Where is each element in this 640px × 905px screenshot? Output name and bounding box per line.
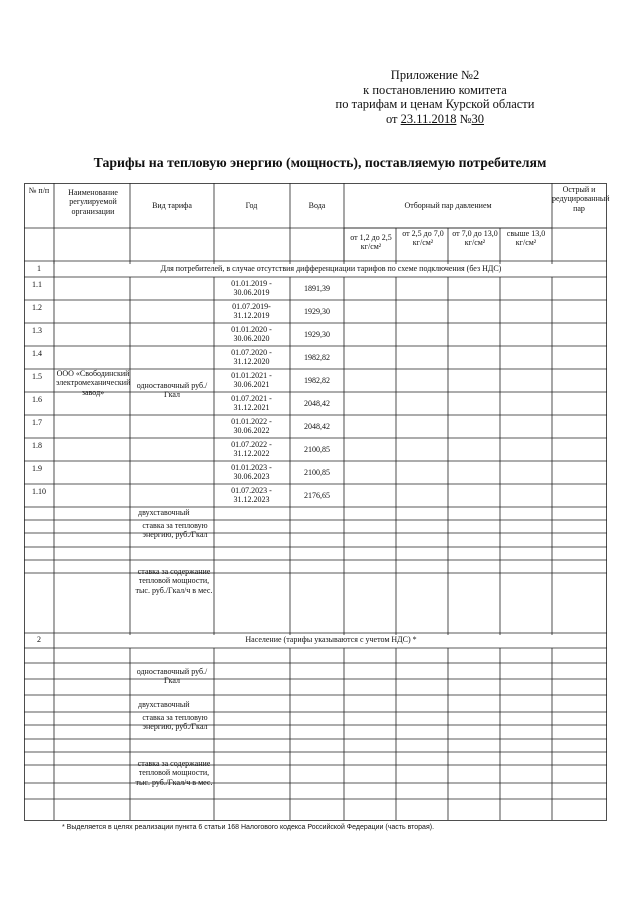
row-period: 01.07.2019- 31.12.2019: [232, 302, 271, 321]
col-org-header: Наименование регулируемой организации: [68, 188, 118, 216]
row-period: 01.01.2023 - 30.06.2023: [231, 463, 272, 482]
row-period: 01.01.2022 - 30.06.2022: [231, 417, 272, 436]
date-prefix: от: [385, 111, 401, 126]
row-period: 01.07.2020 - 31.12.2020: [231, 348, 272, 367]
section2-rate-energy-label: ставка за тепловую энергию, руб./Гкал: [142, 713, 208, 732]
section2-one-part-label: одноставочный руб./Гкал: [136, 667, 208, 686]
row-water-tariff: 1891,39: [304, 284, 330, 293]
col-tariff-type-header: Вид тарифа: [152, 201, 192, 210]
tariff-table: [24, 183, 608, 823]
row-water-tariff: 1929,30: [304, 307, 330, 316]
section1-one-part-label: одноставочный руб./Гкал: [136, 381, 208, 400]
row-period: 01.01.2020 - 30.06.2020: [231, 325, 272, 344]
row-period: 01.01.2021 - 30.06.2021: [231, 371, 272, 390]
row-period: 01.07.2023 - 31.12.2023: [231, 486, 272, 505]
row-number: 1.2: [32, 303, 42, 312]
row-period: 01.07.2022 - 31.12.2022: [231, 440, 272, 459]
row-number: 1.10: [32, 487, 46, 496]
col-water-header: Вода: [308, 201, 326, 210]
decree-number: 30: [471, 111, 485, 126]
row-period: 01.07.2021 - 31.12.2021: [231, 394, 272, 413]
col-pressure-1: от 1,2 до 2,5 кг/см²: [350, 233, 392, 252]
row-water-tariff: 1929,30: [304, 330, 330, 339]
appendix-committee: по тарифам и ценам Курской области: [335, 97, 535, 111]
row-number: 1.7: [32, 418, 42, 427]
row-number: 1.1: [32, 280, 42, 289]
section2-two-part-label: двухставочный: [138, 700, 190, 709]
row-water-tariff: 1982,82: [304, 353, 330, 362]
section1-title: Для потребителей, в случае отсутствия дифференциации тарифов по схеме подключения (без НДС): [160, 264, 502, 273]
row-number: 1.4: [32, 349, 42, 358]
col-sharp-steam-header: Острый и редуцированный пар: [552, 185, 610, 213]
appendix-number: Приложение №2: [390, 68, 480, 82]
row-water-tariff: 1982,82: [304, 376, 330, 385]
section1-rate-capacity-label: ставка за содержание тепловой мощности, тыс. руб./Гкал/ч в мес.: [135, 567, 213, 595]
footnote: * Выделяется в целях реализации пункта 6 статьи 168 Налогового кодекса Российской Федерации (часть вторая).: [62, 824, 435, 831]
appendix-decree: к постановлению комитета: [363, 82, 507, 97]
row-number: 1.5: [32, 372, 42, 381]
appendix-date-line: [300, 112, 570, 127]
section1-rate-energy-label: ставка за тепловую энергию, руб./Гкал: [142, 521, 208, 540]
section2-rate-capacity-label: ставка за содержание тепловой мощности, тыс. руб./Гкал/ч в мес.: [135, 759, 213, 787]
col-steam-header: Отборный пар давлением: [404, 201, 492, 210]
col-pressure-4: свыше 13,0 кг/см²: [506, 229, 546, 248]
appendix-header: [300, 68, 570, 126]
row-water-tariff: 2048,42: [304, 399, 330, 408]
decree-date: 23.11.2018: [400, 111, 457, 126]
row-water-tariff: 2048,42: [304, 422, 330, 431]
row-water-tariff: 2100,85: [304, 468, 330, 477]
table-grid-lines: [24, 183, 608, 823]
section2-title: Население (тарифы указываются с учетом НДС) *: [245, 635, 417, 644]
col-pressure-2: от 2,5 до 7,0 кг/см²: [402, 229, 444, 248]
organization-name: ООО «Свободинский электромеханический завод»: [56, 369, 131, 397]
section2-number: 2: [37, 635, 41, 644]
row-number: 1.9: [32, 464, 42, 473]
row-period: 01.01.2019 - 30.06.2019: [231, 279, 272, 298]
col-num-header: № п/п: [28, 186, 50, 195]
col-year-header: Год: [245, 201, 258, 210]
row-number: 1.8: [32, 441, 42, 450]
row-number: 1.6: [32, 395, 42, 404]
col-pressure-3: от 7,0 до 13,0 кг/см²: [452, 229, 498, 248]
document-title: Тарифы на тепловую энергию (мощность), поставляемую потребителям: [93, 155, 547, 170]
row-water-tariff: 2100,85: [304, 445, 330, 454]
number-sign: №: [456, 111, 472, 126]
section1-number: 1: [37, 264, 41, 273]
row-number: 1.3: [32, 326, 42, 335]
row-water-tariff: 2176,65: [304, 491, 330, 500]
section1-two-part-label: двухставочный: [138, 508, 190, 517]
